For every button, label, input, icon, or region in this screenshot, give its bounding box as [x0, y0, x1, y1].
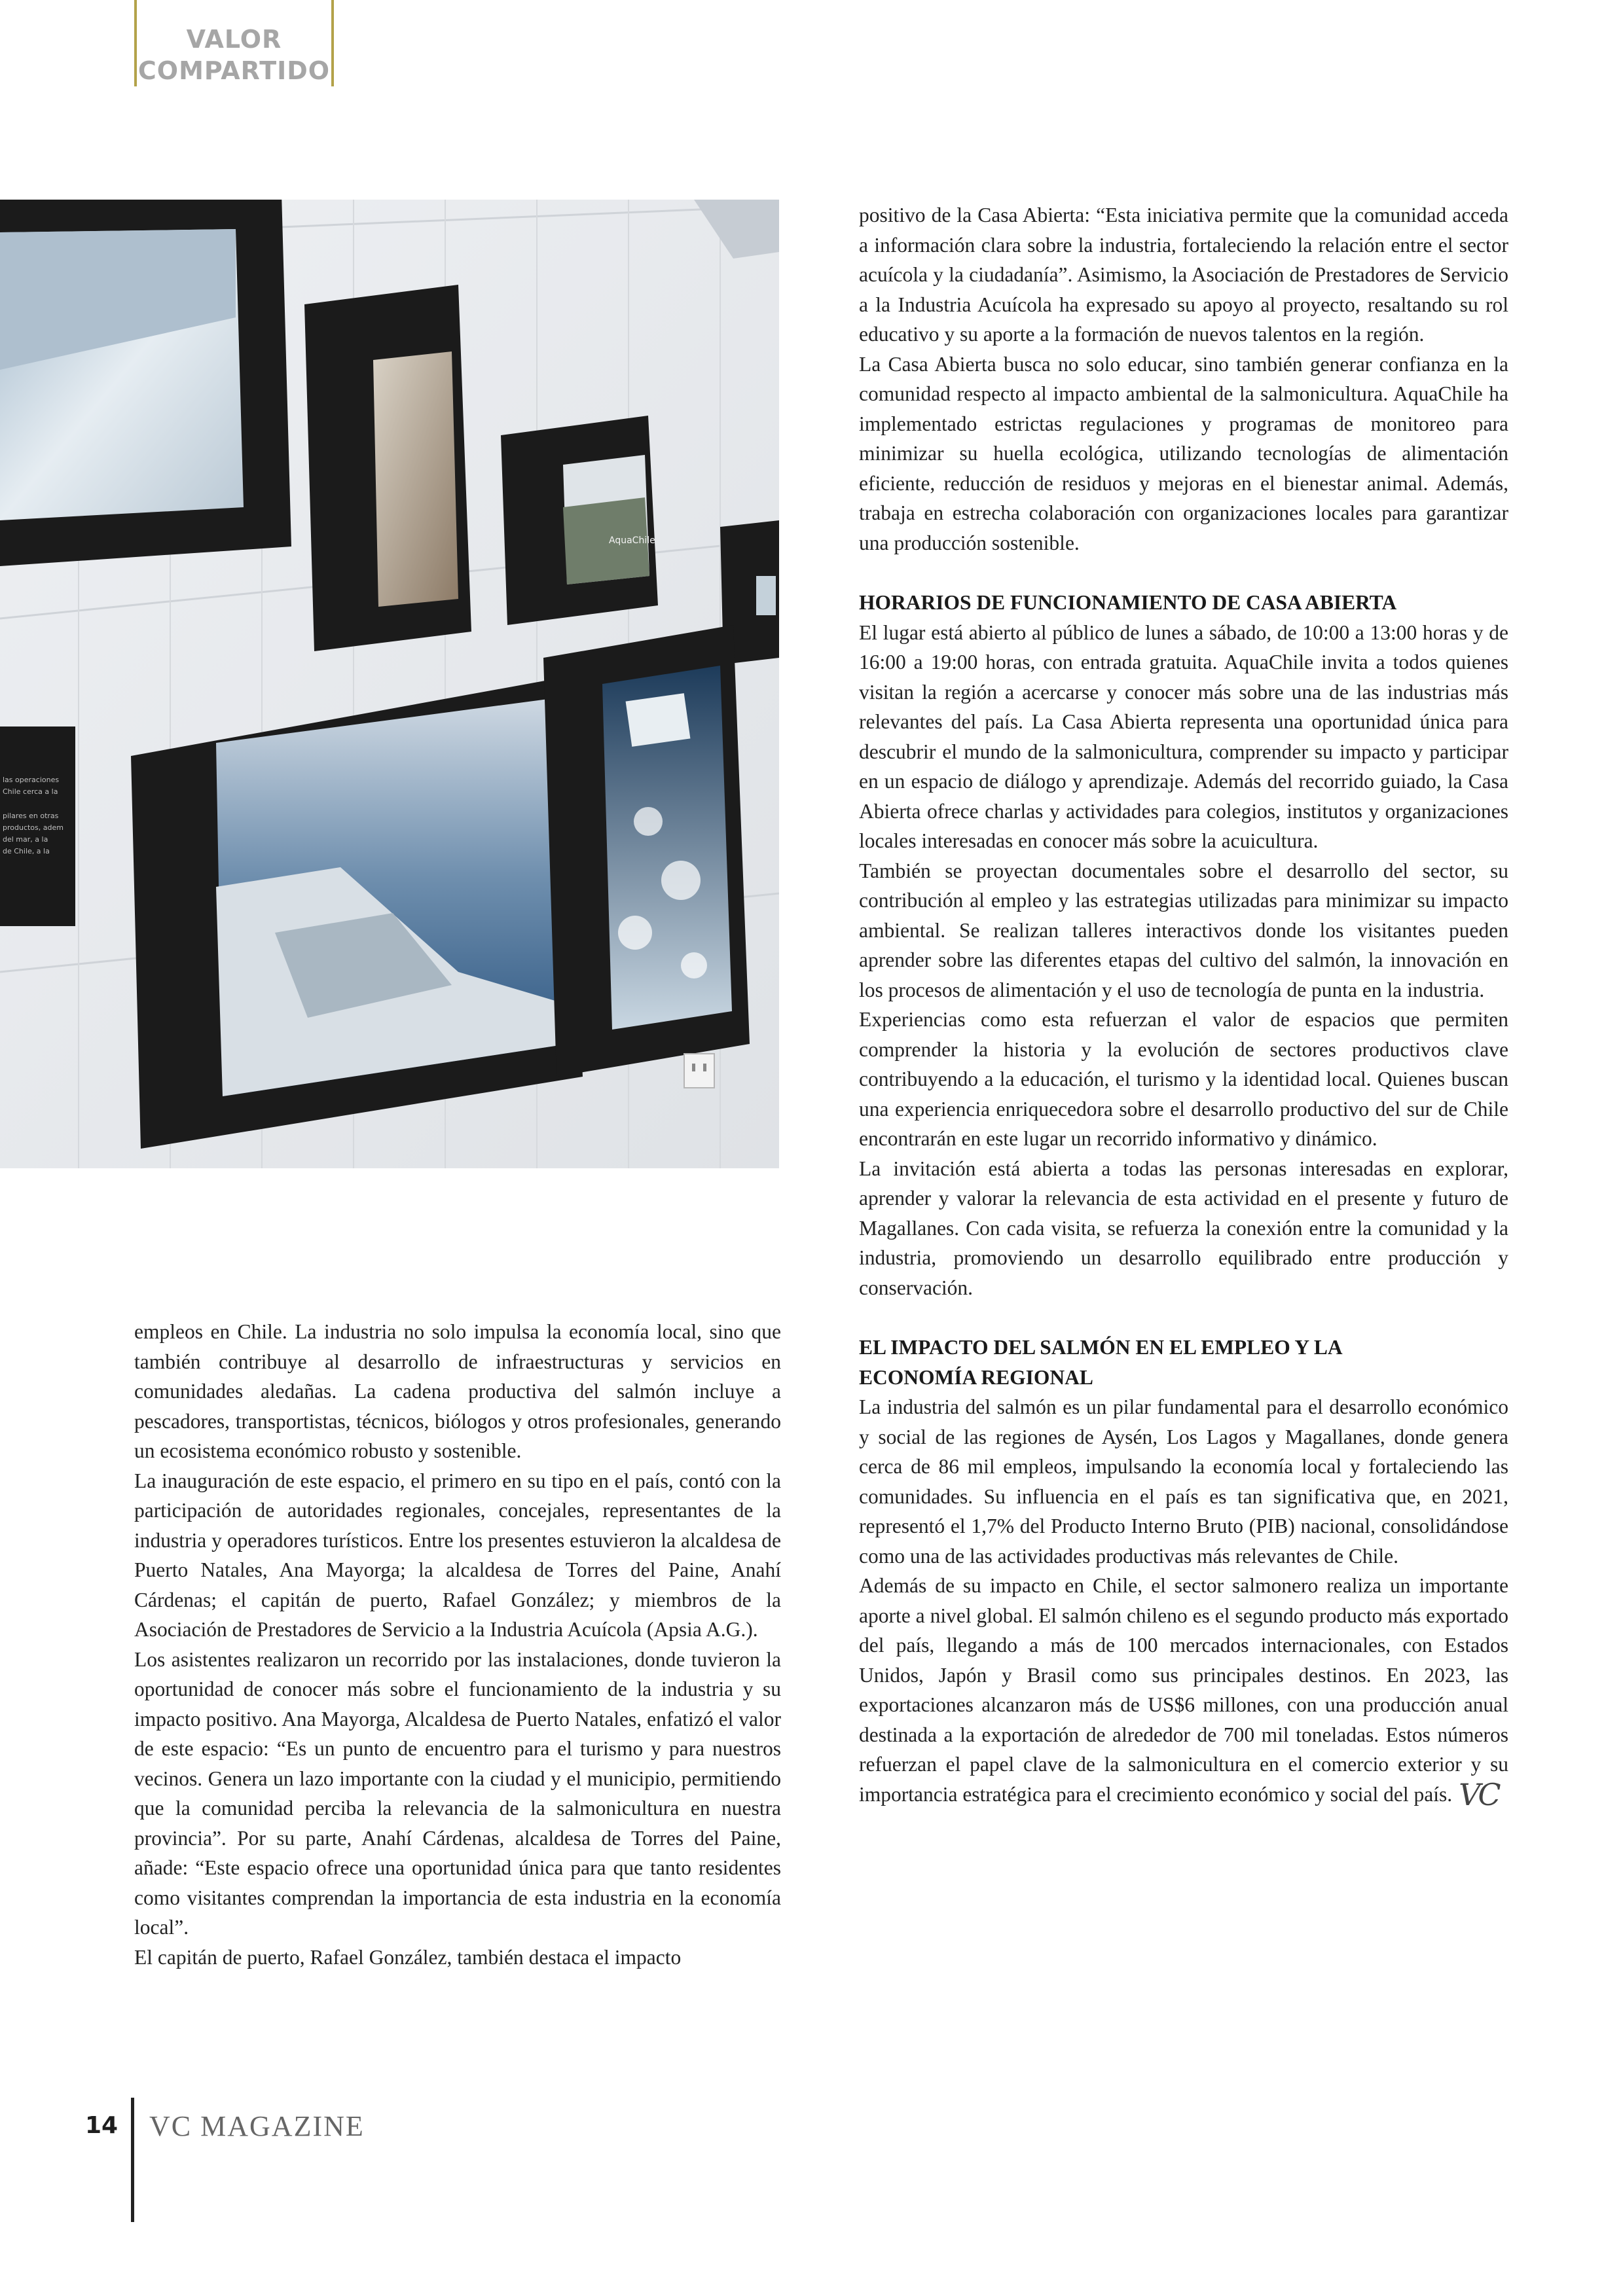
heading-impacto-line2: ECONOMÍA REGIONAL — [859, 1365, 1093, 1389]
page-number: 14 — [85, 2112, 119, 2139]
left-column — [134, 1317, 781, 1972]
panel-text-4: productos, adem — [3, 823, 64, 832]
right-paragraph-8 — [859, 1571, 1508, 1810]
panel-text-5: del mar, a la — [3, 835, 48, 844]
footer-divider — [131, 2098, 134, 2222]
right-column — [859, 200, 1508, 1810]
right-paragraph-3: El lugar está abierto al público de lunes a sábado, de 10:00 a 13:00 horas y de 16:00 a 19:00 horas, con entrada gratuita. AquaChile invita a todos quienes visitan la región a acercarse y conocer más sobre una de las industrias más relevantes del país. La Casa Abierta representa una oportunidad única para descubrir el mundo de la salmonicultura, comprender su impacto y participar en un espacio de diálogo y aprendizaje. Además del recorrido guiado, la Casa Abierta ofrece charlas y actividades para colegios, institutos y organizaciones locales interesadas en conocer más sobre la acuicultura. — [859, 620, 1508, 852]
heading-impacto-line1: EL IMPACTO DEL SALMÓN EN EL EMPLEO Y LA — [859, 1336, 1343, 1359]
spacer — [859, 1302, 1508, 1333]
panel-text-1: las operaciones — [3, 776, 60, 784]
gallery-photo — [0, 200, 779, 1168]
section-tag-line2: COMPARTIDO — [137, 56, 331, 85]
left-paragraph-1: empleos en Chile. La industria no solo impulsa la economía local, sino que también contribuye al desarrollo de infraestructuras y servicios en comunidades aledañas. La cadena productiva del salmón incluye a pescadores, transportistas, técnicos, biólogos y otros profesionales, generando un ecosistema económico robusto y sostenible. — [134, 1320, 781, 1462]
gallery-photo-illustration — [0, 200, 779, 1168]
panel-text-6: de Chile, a la — [3, 847, 50, 855]
magazine-name: VC MAGAZINE — [149, 2110, 365, 2142]
panel-text-2: Chile cerca a la — [3, 787, 58, 796]
right-paragraph-5: Experiencias como esta refuerzan el valor de espacios que permiten comprender la historia y la evolución de sectores productivos clave contribuyendo a la educación, el turismo y la identidad local. Quienes buscan una experiencia enriquecedora sobre el desarrollo productivo del sur de Chile encontrarán en este lugar un recorrido informativo y dinámico. — [859, 1008, 1508, 1150]
spacer — [859, 558, 1508, 588]
right-paragraph-2: La Casa Abierta busca no solo educar, sino también generar confianza en la comunidad respecto al impacto ambiental de la salmonicultura. AquaChile ha implementado estrictas regulaciones y programas de monitoreo para minimizar su huella ecológica, utilizando tecnologías de alimentación eficiente, reducción de residuos y mejoras en el bienestar animal. Además, trabaja en estrecha colaboración con organizaciones locales para garantizar una producción sostenible. — [859, 352, 1508, 554]
right-paragraph-7: La industria del salmón es un pilar fundamental para el desarrollo económico y social de las regiones de Aysén, Los Lagos y Magallanes, donde genera cerca de 86 mil empleos, impulsando la economía local y fortaleciendo las comunidades. Su influencia en el país es tan significativa que, en 2021, representó el 1,7% del Producto Interno Bruto (PIB) nacional, consolidándose como una de las actividades productivas más relevantes de Chile. — [859, 1395, 1508, 1568]
right-paragraph-8-text: Además de su impacto en Chile, el sector salmonero realiza un importante aporte a nivel global. El salmón chileno es el segundo producto más exportado del país, llegando a más de 100 mercados internacionales, con Estados Unidos, Japón y Brasil como sus principales destinos. En 2023, las exportaciones alcanzaron más de US$6 millones, con una producción anual destinada a la exportación de alrededor de 700 mil toneladas. Estos números refuerzan el papel clave de la salmonicultura en el comercio exterior y su importancia estratégica para el crecimiento económico y social del país. — [859, 1574, 1508, 1806]
right-paragraph-1: positivo de la Casa Abierta: “Esta iniciativa permite que la comunidad acceda a información clara sobre la industria, fortaleciendo la relación entre el sector acuícola y la ciudadanía”. Asimismo, la Asociación de Prestadores de Servicio a la Industria Acuícola ha expresado su apoyo al proyecto, resaltando su rol educativo y su aporte a la formación de nuevos talentos en la región. — [859, 204, 1508, 346]
page-footer — [0, 2098, 524, 2229]
left-paragraph-2: La inauguración de este espacio, el primero en su tipo en el país, contó con la participación de autoridades regionales, concejales, representantes de la industria y operadores turísticos. Entre los presentes estuvieron la alcaldesa de Puerto Natales, Ana Mayorga; la alcaldesa de Torres del Paine, Anahí Cárdenas; el capitán de puerto, Rafael González; y miembros de la Asociación de Prestadores de Servicio a la Industria Acuícola (Apsia A.G.). — [134, 1469, 781, 1641]
heading-horarios: HORARIOS DE FUNCIONAMIENTO DE CASA ABIERTA — [859, 591, 1397, 614]
section-tag — [134, 0, 334, 86]
heading-impacto — [859, 1333, 1508, 1392]
frame-label: AquaChile — [609, 535, 655, 546]
right-paragraph-4: También se proyectan documentales sobre el desarrollo del sector, su contribución al empleo y las estrategias utilizadas para minimizar su impacto ambiental. Se realizan talleres interactivos donde los visitantes pueden aprender sobre las diferentes etapas del cultivo del salmón, la innovación en los procesos de alimentación y el uso de tecnología de punta en la industria. — [859, 859, 1508, 1001]
left-paragraph-4: El capitán de puerto, Rafael González, también destaca el impacto — [134, 1945, 682, 1969]
section-tag-line1: VALOR — [186, 25, 282, 54]
vc-signature-logo: VC — [1459, 1776, 1499, 1812]
panel-text-3: pilares en otras — [3, 812, 59, 820]
right-paragraph-6: La invitación está abierta a todas las personas interesadas en explorar, aprender y valorar la relevancia de esta actividad en el presente y futuro de Magallanes. Con cada visita, se refuerza la conexión entre la comunidad y la industria, promoviendo un desarrollo equilibrado entre producción y conservación. — [859, 1157, 1508, 1299]
left-paragraph-3: Los asistentes realizaron un recorrido por las instalaciones, donde tuvieron la oportunidad de conocer más sobre el funcionamiento de la industria y su impacto positivo. Ana Mayorga, Alcaldesa de Puerto Natales, enfatizó el valor de este espacio: “Es un punto de encuentro para el turismo y para nuestros vecinos. Genera un lazo importante con la ciudad y el municipio, permitiendo que la comunidad perciba la relevancia de la salmonicultura en nuestra provincia”. Por su parte, Anahí Cárdenas, alcaldesa de Torres del Paine, añade: “Este espacio ofrece una oportunidad única para que tanto residentes como visitantes comprendan la importancia de esta industria en la economía local”. — [134, 1647, 781, 1939]
